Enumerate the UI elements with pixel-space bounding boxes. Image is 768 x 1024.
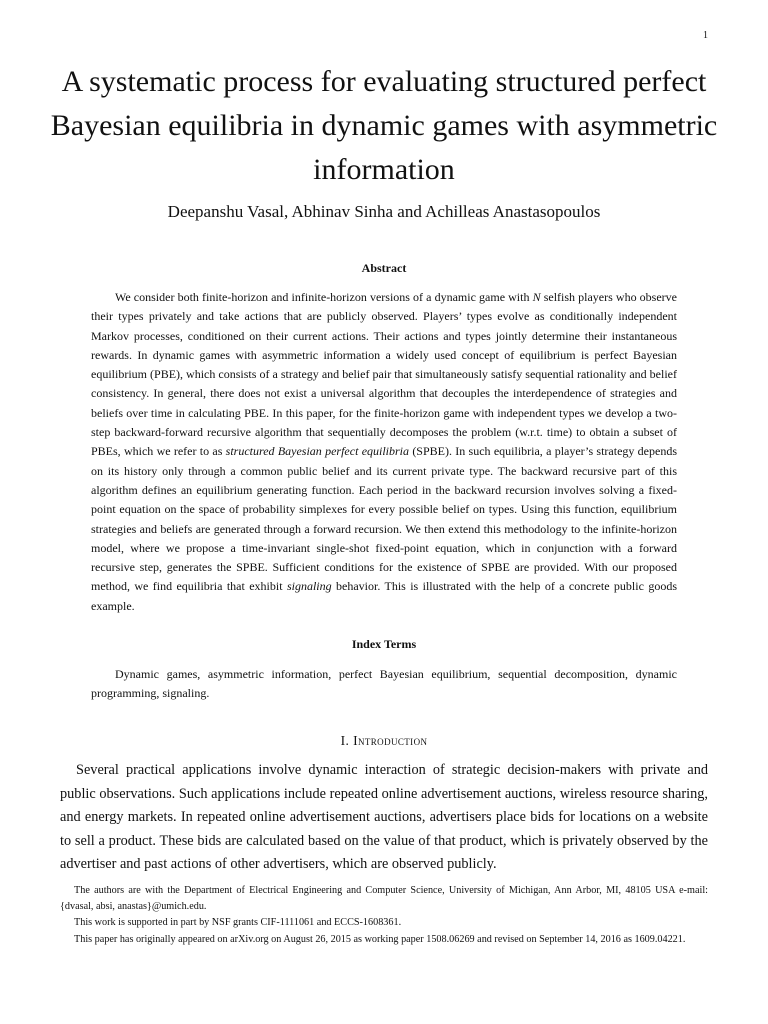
section-title: Introduction: [353, 733, 428, 748]
index-terms-body: Dynamic games, asymmetric information, perfect Bayesian equilibrium, sequential decomposition, dynamic programming, signaling.: [91, 667, 677, 701]
section-heading-introduction: [40, 733, 728, 749]
abstract-n-symbol: N: [532, 290, 541, 304]
author-list: Deepanshu Vasal, Abhinav Sinha and Achilleas Anastasopoulos: [167, 202, 601, 221]
abstract-signaling-term: signaling: [286, 579, 332, 594]
abstract-text-1: We consider both finite-horizon and infinite-horizon versions of a dynamic game with: [115, 290, 533, 304]
paper-title: A systematic process for evaluating structured perfect Bayesian equilibria in dynamic games with asymmetric information: [50, 65, 718, 186]
footnote-arxiv: This paper has originally appeared on arXiv.org on August 26, 2015 as working paper 1508.06269 and revised on September 14, 2016 as 1609.04221.: [74, 933, 686, 945]
abstract-heading: Abstract: [361, 261, 407, 275]
section-number: I.: [340, 733, 350, 748]
abstract-text-4: behavior. This is illustrated with the help of a concrete public goods example.: [91, 579, 677, 613]
abstract-text-2: selfish players who observe their types privately and take actions that are publicly observed. Players’ types evolve as conditionally independent Markov processes, conditioned on their current actions. Their actions and types jointly determine their instantaneous rewards. In dynamic games with asymmetric information a widely used concept of equilibrium is perfect Bayesian equilibrium (PBE), which consists of a strategy and belief pair that simultaneously satisfy sequential rationality and belief consistency. In general, there does not exist a universal algorithm that decouples the interdependence of strategies and beliefs over time in calculating PBE. In this paper, for the finite-horizon game with independent types we develop a two-step backward-forward recursive algorithm that sequentially decomposes the problem (w.r.t. time) to obtain a subset of PBEs, which we refer to as: [91, 290, 678, 459]
abstract-spbe-term: structured Bayesian perfect equilibria: [225, 444, 410, 459]
footnote-affiliation: The authors are with the Department of Electrical Engineering and Computer Science, University of Michigan, Ann Arbor, MI, 48105 USA e-mail: {dvasal, absi, anastas}@umich.edu.: [60, 885, 708, 912]
abstract-text-3: (SPBE). In such equilibria, a player’s strategy depends on its history only through a common public belief and its current private type. The backward recursive part of this algorithm defines an equilibrium generating function. Each period in the backward recursion involves solving a fixed-point equation on the space of probability simplexes for every possible belief on types. Using this function, equilibrium strategies and beliefs are generated through a forward recursion. We then extend this methodology to the infinite-horizon model, where we propose a time-invariant single-shot fixed-point equation, which in conjunction with a forward recursive step, generates the SPBE. Sufficient conditions for the existence of SPBE are provided. With our proposed method, we find equilibria that exhibit: [91, 444, 677, 594]
footnotes: [60, 883, 708, 948]
index-terms-heading: Index Terms: [351, 637, 417, 651]
page-number: 1: [703, 30, 708, 41]
footnote-funding: This work is supported in part by NSF grants CIF-1111061 and ECCS-1608361.: [74, 917, 402, 928]
abstract-body: [91, 288, 677, 616]
introduction-paragraph: Several practical applications involve dynamic interaction of strategic decision-makers with private and public observations. Such applications include repeated online advertisement auctions, wireless resource sharing, and energy markets. In repeated online advertisement auctions, advertisers place bids for locations on a website to sell a product. These bids are calculated based on the value of that product, which is privately observed by the advertiser and past actions of other advertisers, which are observed publicly.: [60, 762, 708, 871]
